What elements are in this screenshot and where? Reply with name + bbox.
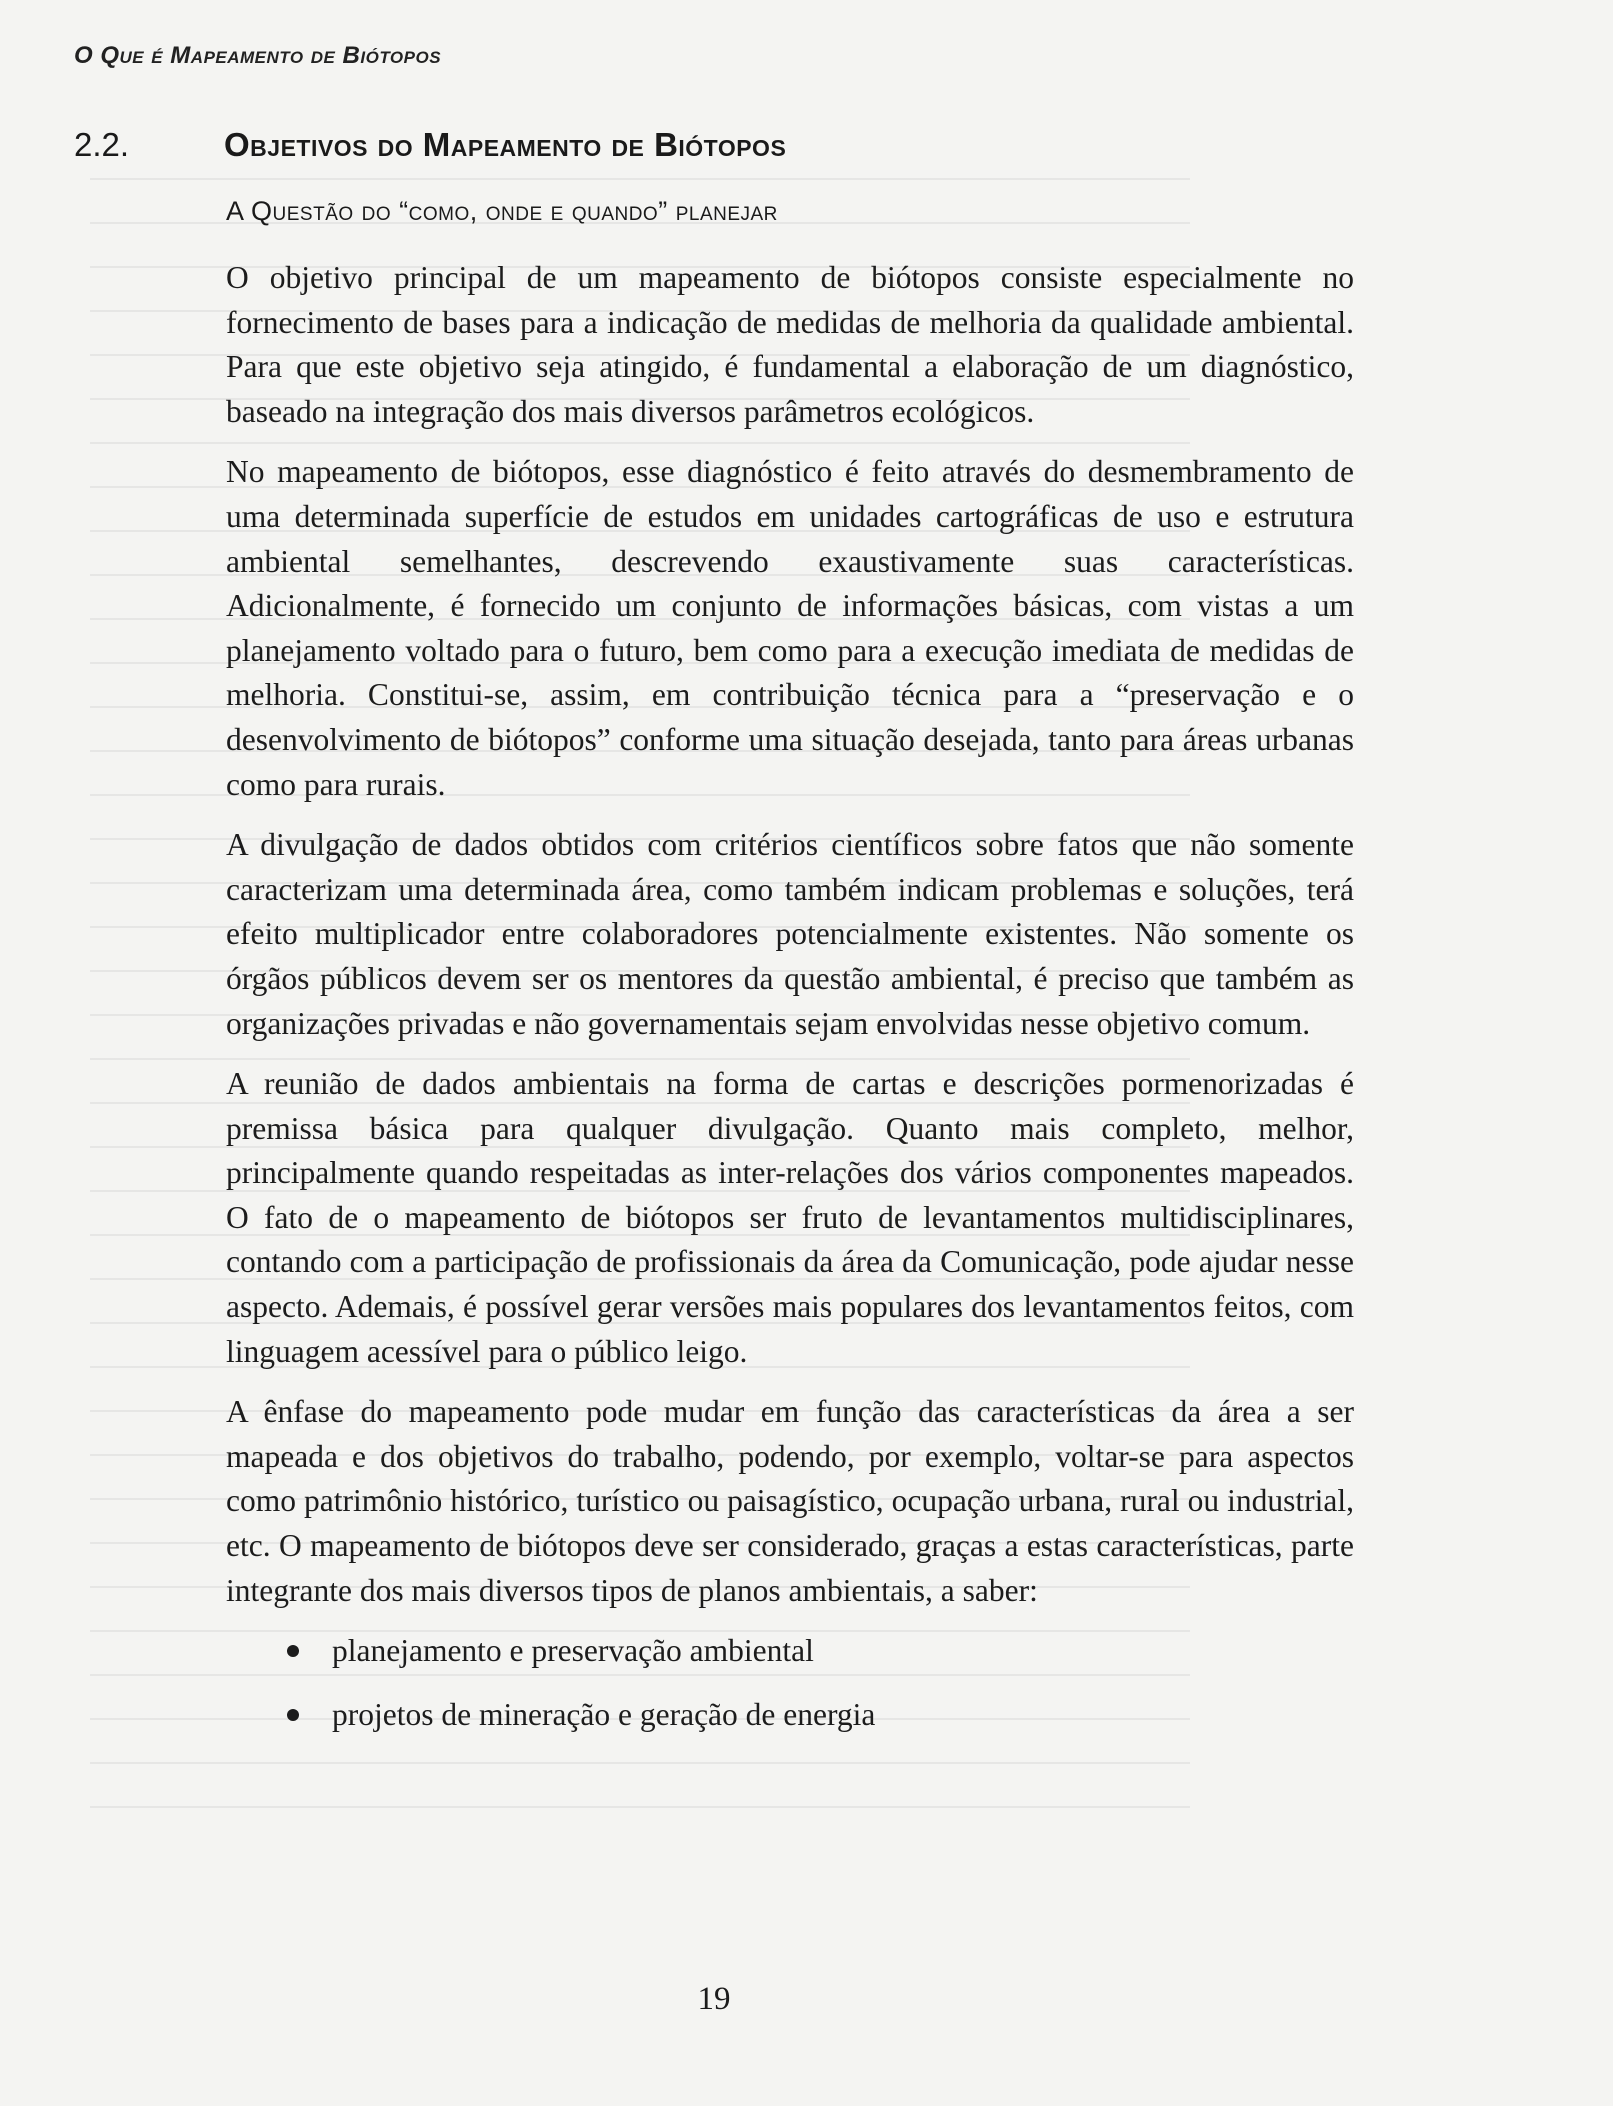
- paragraph: A divulgação de dados obtidos com critérios científicos sobre fatos que não somente caracterizam uma determinada área, como também indicam problemas e soluções, terá efeito multiplicador entre colaboradores potencialmente existentes. Não somente os órgãos públicos devem ser os mentores da questão ambiental, é preciso que também as organizações privadas e não governamentais sejam envolvidas nesse objetivo comum.: [226, 827, 1354, 1041]
- planning-list: [226, 1629, 1354, 1757]
- section-subtitle: A Questão do “como, onde e quando” planejar: [226, 196, 778, 226]
- paragraph: A reunião de dados ambientais na forma de cartas e descrições pormenorizadas é premissa básica para qualquer divulgação. Quanto mais completo, melhor, principalmente quando respeitadas as inter-relações dos vários componentes mapeados. O fato de o mapeamento de biótopos ser fruto de levantamentos multidisciplinares, contando com a participação de profissionais da área da Comunicação, pode ajudar nesse aspecto. Ademais, é possível gerar versões mais populares dos levantamentos feitos, com linguagem acessível para o público leigo.: [226, 1066, 1354, 1369]
- bullet-icon: [287, 1709, 299, 1721]
- paragraph: O objetivo principal de um mapeamento de biótopos consiste especialmente no fornecimento de bases para a indicação de medidas de melhoria da qualidade ambiental. Para que este objetivo seja atingido, é fundamental a elaboração de um diagnóstico, baseado na integração dos mais diversos parâmetros ecológicos.: [226, 260, 1354, 429]
- paragraph: A ênfase do mapeamento pode mudar em função das características da área a ser mapeada e dos objetivos do trabalho, podendo, por exemplo, voltar-se para aspectos como patrimônio histórico, turístico ou paisagístico, ocupação urbana, rural ou industrial, etc. O mapeamento de biótopos deve ser considerado, graças a estas características, parte integrante dos mais diversos tipos de planos ambientais, a saber:: [226, 1394, 1354, 1608]
- paragraph: No mapeamento de biótopos, esse diagnóstico é feito através do desmembramento de uma determinada superfície de estudos em unidades cartográficas de uso e estrutura ambiental semelhantes, descrevendo exaustivamente suas características. Adicionalmente, é fornecido um conjunto de informações básicas, com vistas a um planejamento voltado para o futuro, bem como para a execução imediata de medidas de melhoria. Constitui-se, assim, em contribuição técnica para a “preservação e o desenvolvimento de biótopos” conforme uma situação desejada, tanto para áreas urbanas como para rurais.: [226, 454, 1354, 802]
- page-number: 19: [697, 1981, 731, 2017]
- list-item-text: projetos de mineração e geração de energia: [332, 1697, 876, 1733]
- bullet-icon: [287, 1645, 299, 1657]
- list-item: [226, 1693, 1354, 1757]
- section-title: Objetivos do Mapeamento de Biótopos: [224, 126, 787, 163]
- section-number: 2.2.: [74, 126, 130, 163]
- list-item: [226, 1629, 1354, 1693]
- body-text: [226, 256, 1354, 1757]
- list-item-text: planejamento e preservação ambiental: [332, 1633, 814, 1669]
- running-header: O Que é Mapeamento de Biótopos: [74, 42, 442, 69]
- section-heading: [74, 126, 786, 164]
